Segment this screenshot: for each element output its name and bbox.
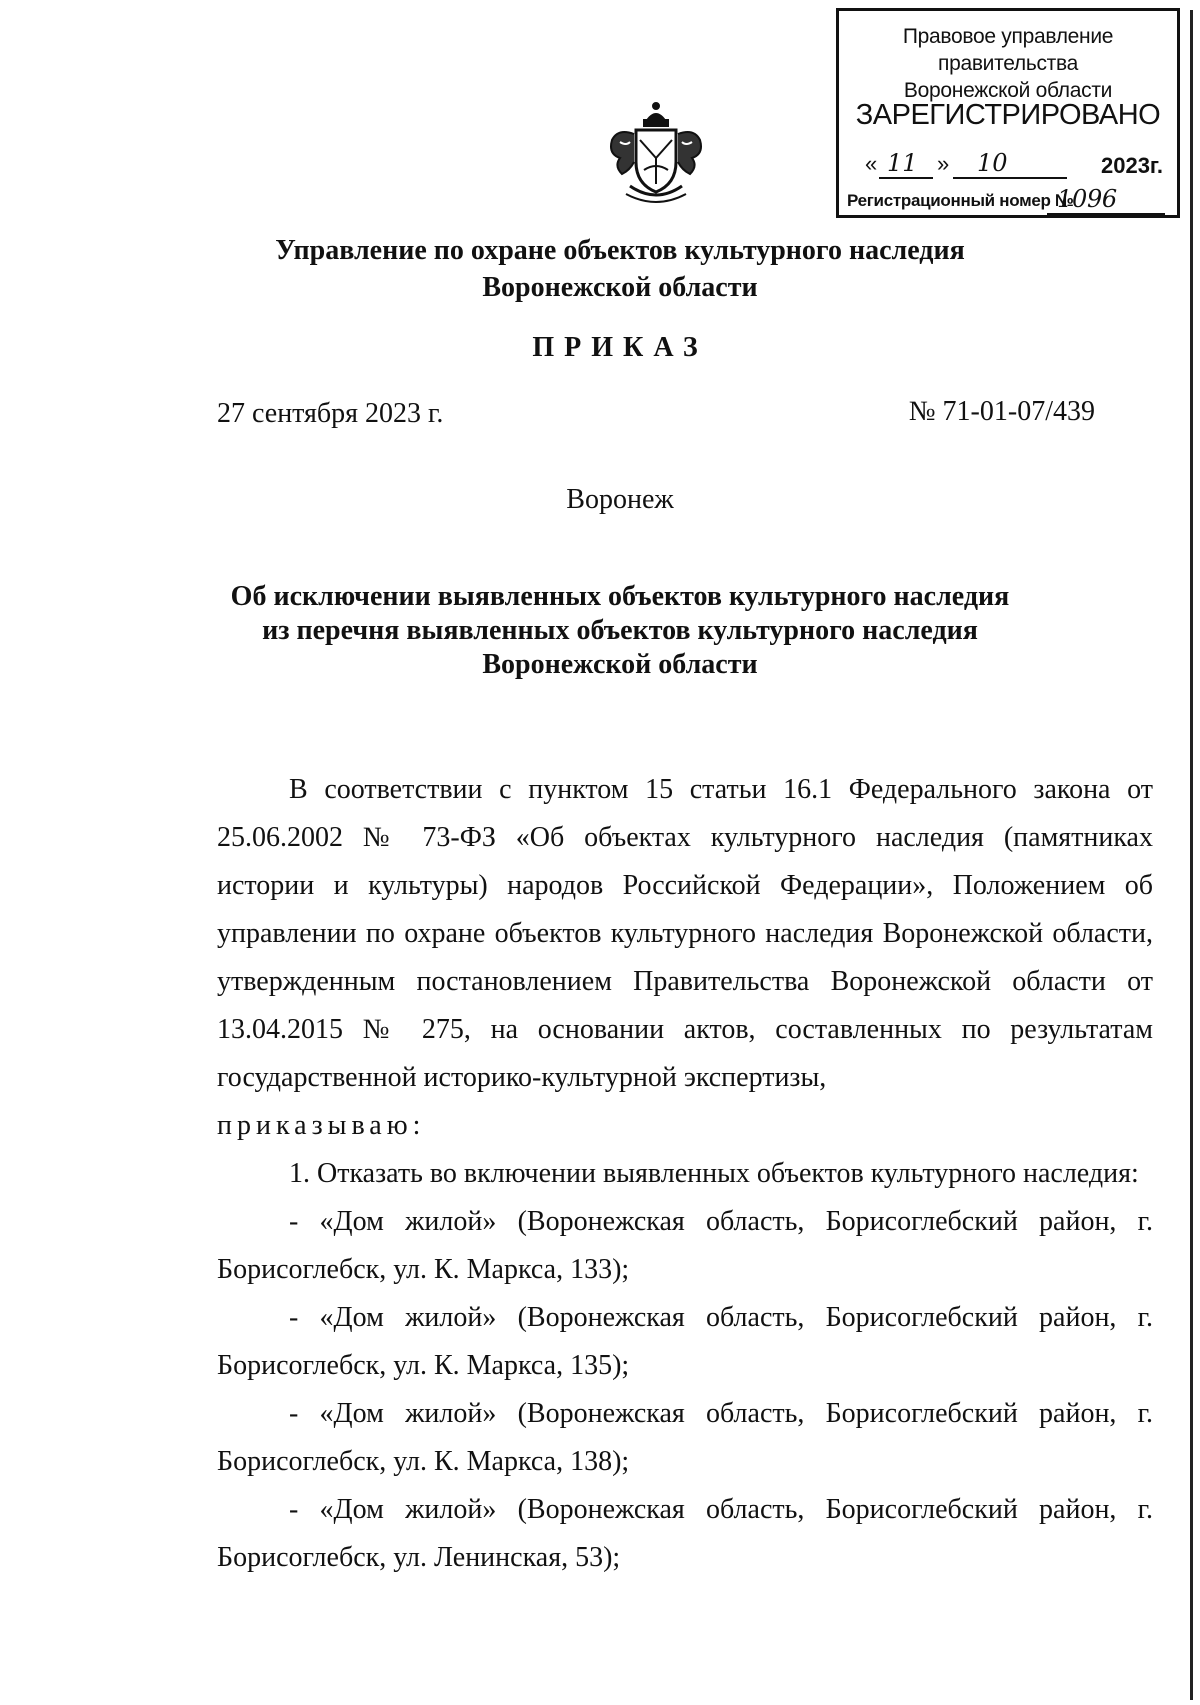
order-word: приказываю:	[217, 1110, 426, 1141]
document-number: № 71-01-07/439	[908, 396, 1095, 427]
stamp-close-quote: »	[937, 151, 950, 176]
stamp-day: 11	[887, 149, 918, 177]
stamp-org-line1: Правовое управление правительства	[902, 25, 1114, 75]
stamp-open-quote: «	[865, 151, 878, 176]
object-list-item: - «Дом жилой» (Воронежская область, Борисоглебский район, г. Борисоглебск, ул. К. Маркса, 138);	[217, 1398, 1153, 1477]
registration-stamp	[836, 8, 1180, 218]
stamp-org-line2: Воронежской области	[903, 79, 1113, 102]
stamp-reg-number-label: Регистрационный номер №	[847, 191, 1074, 210]
document-date: 27 сентября 2023 г.	[217, 398, 444, 429]
stamp-day-underline	[879, 177, 933, 179]
coat-of-arms-emblem	[600, 100, 712, 204]
authority-line1: Управление по охране объектов культурного наследия	[275, 235, 965, 266]
stamp-registration-number	[847, 185, 1169, 215]
stamp-year: 2023г.	[1100, 153, 1163, 178]
issuing-authority	[150, 232, 1090, 306]
preamble-paragraph: В соответствии с пунктом 15 статьи 16.1 Федерального закона от 25.06.2002 № 73-ФЗ «Об объектах культурного наследия (памятниках истории и культуры) народов Российской Федерации», Положением об управлении по охране объектов культурного наследия Воронежской области, утвержденным постановлением Правительства Воронежской области от 13.04.2015 № 275, на основании актов, составленных по результатам государственной историко-культурной экспертизы,	[217, 774, 1153, 1093]
document-title	[150, 580, 1090, 682]
stamp-date	[865, 151, 1163, 181]
document-city: Воронеж	[566, 484, 674, 515]
title-line3: Воронежской области	[482, 649, 758, 680]
scan-edge-line	[1190, 10, 1193, 1700]
stamp-month: 10	[977, 149, 1008, 177]
stamp-reg-number-value: 1096	[1057, 185, 1117, 213]
document-type-heading: ПРИКАЗ	[532, 332, 708, 363]
stamp-month-underline	[953, 177, 1067, 179]
order-item-1: 1. Отказать во включении выявленных объектов культурного наследия:	[289, 1158, 1139, 1189]
authority-line2: Воронежской области	[482, 272, 758, 303]
object-list-item: - «Дом жилой» (Воронежская область, Борисоглебский район, г. Борисоглебск, ул. Ленинская, 53);	[217, 1494, 1153, 1573]
stamp-reg-number-underline	[1047, 213, 1165, 215]
document-body	[217, 766, 1153, 1582]
object-list-item: - «Дом жилой» (Воронежская область, Борисоглебский район, г. Борисоглебск, ул. К. Маркса, 133);	[217, 1206, 1153, 1285]
object-list-item: - «Дом жилой» (Воронежская область, Борисоглебский район, г. Борисоглебск, ул. К. Маркса, 135);	[217, 1302, 1153, 1381]
title-line2: из перечня выявленных объектов культурного наследия	[262, 615, 978, 646]
stamp-organization	[839, 23, 1177, 104]
stamp-registered-label: ЗАРЕГИСТРИРОВАНО	[855, 99, 1161, 131]
title-line1: Об исключении выявленных объектов культурного наследия	[230, 581, 1010, 612]
